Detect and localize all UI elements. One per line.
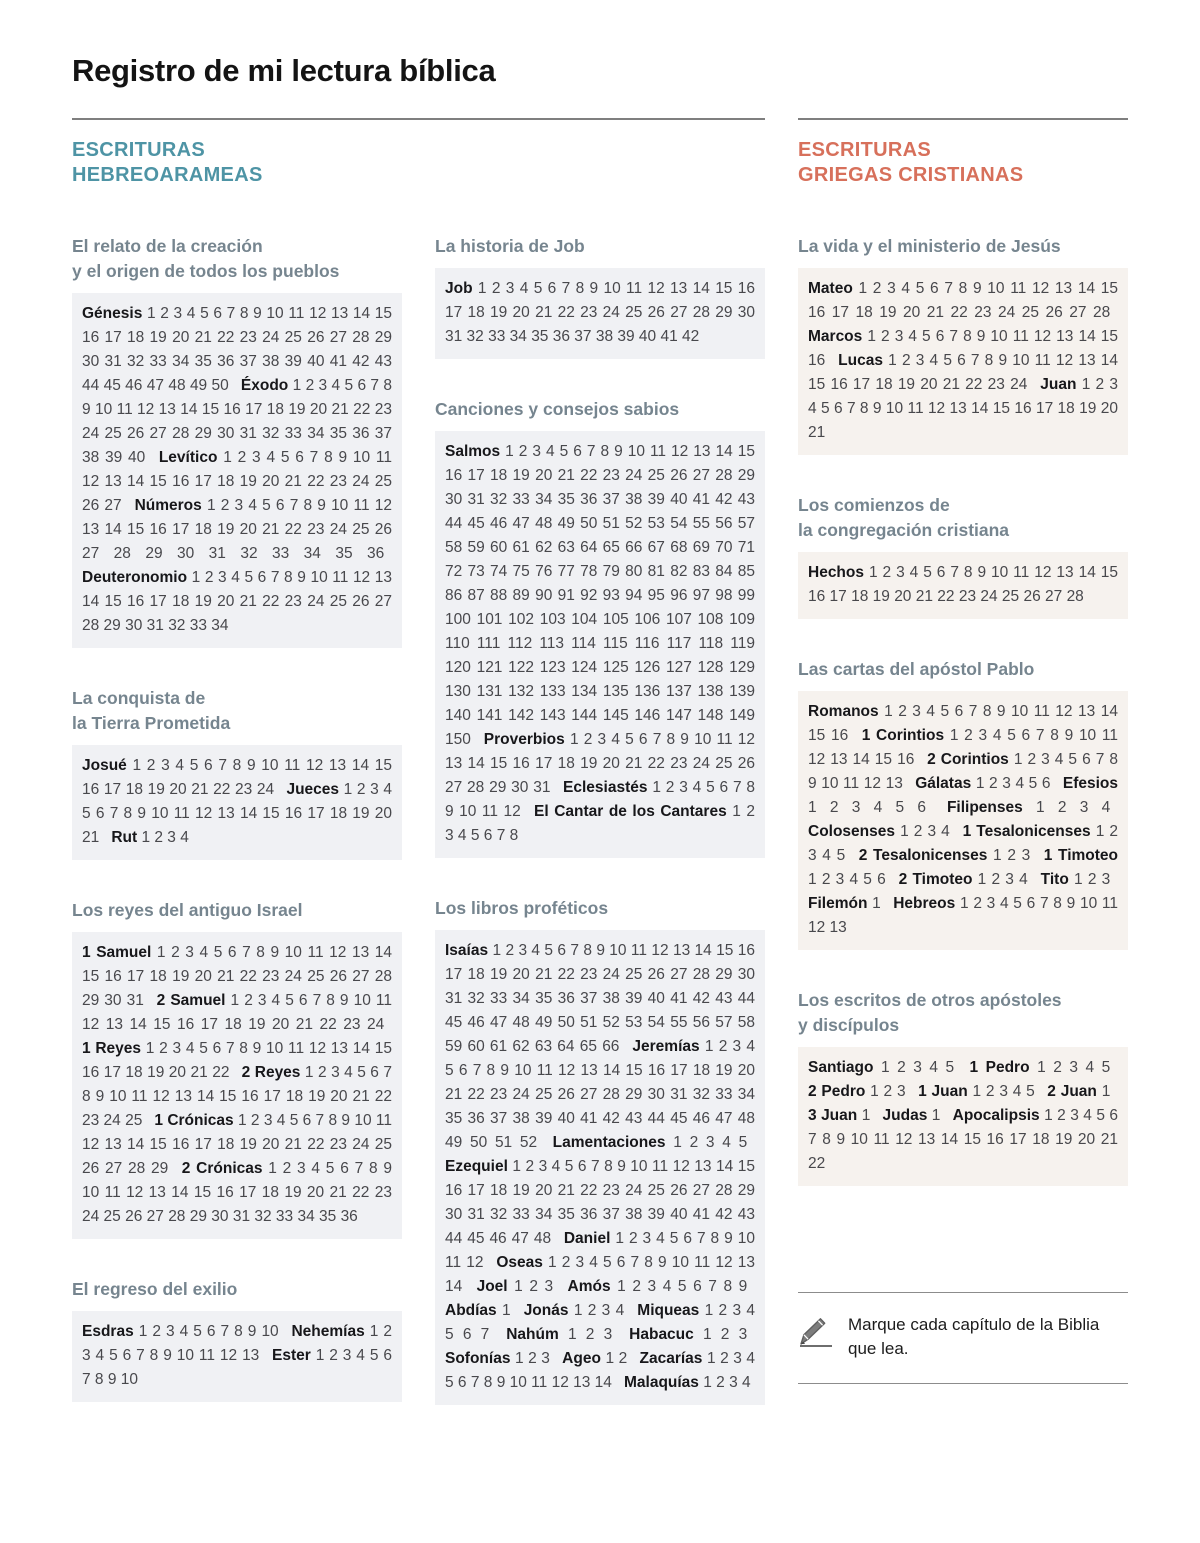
- reading-section: [435, 234, 765, 359]
- chapter-numbers: 1 2 3 4 5 6 7 8 9 10 11 12 13 14 15 16 17 18 19 20 21 22 23 24 25 26 27 28 29 30 31 32 33 34 35 36 37 38 39 40 41 42 43 44 45 46 47 48 49 50 51 52 53 54 55 56 57 58 59 60 61 62 63 64 65 66: [445, 942, 756, 1055]
- book-name: 1 Timoteo: [1043, 847, 1119, 864]
- section-title: La vida y el ministerio de Jesús: [798, 236, 1061, 256]
- chapter-numbers: 1 2 3 4 5 6 7 8 9 10 11 12 13 14: [445, 1350, 755, 1391]
- chapter-numbers: 1 2 3 4 5 6 7 8 9 10 11 12 13 14 15 16 17 18 19 20 21: [808, 376, 1118, 441]
- chapter-numbers: 1 2 3 4 5 6 7 8 9 10 11 12 13 14 15 16 17 18 19 20 21 22 23 24 25 26 27 28 29 30 31 32 33 34 35 36 37 38 39 40: [82, 377, 393, 466]
- reading-section: [798, 657, 1128, 950]
- chapter-numbers: 1 2 3 4 5 6 7 8 9 10 11 12 13 14 15 16 17 18 19 20 21: [82, 781, 392, 846]
- chapter-numbers: 1 2 3 4 5 6 7 8 9 10 11 12 13 14 15 16 17 18 19 20 21 22 23 24 25 26 27 28: [808, 564, 1119, 605]
- book-name: Apocalipsis: [952, 1107, 1040, 1124]
- book-name: Judas: [882, 1107, 928, 1124]
- chapter-numbers: 1 2 3 4 5 6 7 8 9 10 11 12 13: [82, 1323, 392, 1364]
- chapter-numbers: 1 2 3 4 5 6 7 8 9 10 11 12 13 14 15 16 17 18 19 20 21 22 23 24 25 26 27 28 29 30 31 32 33 34 35 36 37 38 39 40 41 42 43 44 45 46 47 48 49 50: [82, 305, 392, 394]
- reading-section: [72, 234, 402, 648]
- book-name: Josué: [82, 757, 127, 774]
- book-name: Eclesiastés: [563, 779, 648, 796]
- chapter-numbers: 1 2 3: [567, 1326, 613, 1343]
- heading-line: GRIEGAS CRISTIANAS: [798, 164, 1024, 186]
- heading-line: ESCRITURAS: [798, 139, 932, 161]
- book-name: Rut: [111, 829, 138, 846]
- chapter-numbers: 1 2 3 4 5 6 7 8 9 10 11 12 13 14 15 16: [808, 328, 1118, 369]
- chapter-numbers: 1 2 3 4 5 6 7 8 9 10 11 12 13 14 15 16 17 18 19 20 21 22 23 24 25 26 27 28 29: [82, 1112, 392, 1177]
- chapter-numbers: 1 2 3 4: [977, 871, 1028, 888]
- chapter-numbers: 1: [872, 895, 881, 912]
- book-name: Marcos: [808, 328, 863, 345]
- book-name: Colosenses: [808, 823, 896, 840]
- chapter-numbers: 1 2 3 4 5 6 7 8 9 10 11 12 13 14 15 16 17 18 19 20 21 22 23 24 25: [82, 1064, 393, 1129]
- chapter-numbers: 1 2 3 4: [1036, 799, 1111, 816]
- note: [798, 1292, 1128, 1384]
- reading-section: [72, 898, 402, 1239]
- book-name: 1 Corintios: [861, 727, 945, 744]
- book-name: Salmos: [445, 443, 501, 460]
- chapter-block: [798, 691, 1128, 950]
- note-text: Marque cada capítulo de la Biblia que lea.: [848, 1315, 1100, 1358]
- pencil-icon: [798, 1315, 836, 1354]
- chapter-numbers: 1 2 3 4 5 6 7 8 9 10: [82, 1347, 392, 1388]
- divider: [798, 1383, 1128, 1384]
- book-name: Esdras: [82, 1323, 134, 1340]
- book-name: Hechos: [808, 564, 864, 581]
- chapter-numbers: 1 2 3 4 5 6 7 8 9 10 11 12 13 14 15 16: [808, 703, 1118, 744]
- book-name: 2 Timoteo: [898, 871, 973, 888]
- chapter-numbers: 1 2 3 4 5 6 7 8 9 10 11 12 13 14: [445, 1254, 756, 1295]
- book-name: 1 Crónicas: [154, 1112, 234, 1129]
- book-name: Ezequiel: [445, 1158, 508, 1175]
- chapter-numbers: 1 2 3 4 5 6 7 8 9 10 11 12 13 14 15 16 17 18 19 20 21 22 23 24 25 26 27 28: [808, 280, 1119, 321]
- chapter-numbers: 1 2 3 4 5 6 7 8 9 10 11 12 13 14 15 16 17 18 19 20 21 22 23 24 25 26 27 28 29 30 31 32 33 34 35 36: [82, 497, 392, 562]
- book-name: Tito: [1040, 871, 1069, 888]
- chapter-block: [72, 1311, 402, 1402]
- chapter-numbers: 1 2 3 4 5 6: [808, 871, 886, 888]
- reading-section: [798, 493, 1128, 619]
- book-name: Daniel: [563, 1230, 611, 1247]
- divider: [798, 118, 1128, 120]
- chapter-numbers: 1 2 3 4 5 6 7 8 9 10 11 12 13 14 15 16 17 18 19 20 21 22 23 24 25 26 27 28 29 30 31 32 33 34 35 36 37 38 39 40 41 42 43 44 45 46 47 48: [445, 1158, 755, 1247]
- heading-escrituras-griegas-cristianas: [798, 138, 1128, 188]
- book-name: Gálatas: [915, 775, 972, 792]
- chapter-numbers: 1: [1101, 1083, 1111, 1100]
- chapter-numbers: 1 2 3: [514, 1350, 550, 1367]
- book-name: Deuteronomio: [82, 569, 188, 586]
- book-name: El Cantar de los Cantares: [534, 803, 727, 820]
- reading-section: [72, 1277, 402, 1402]
- book-name: 1 Juan: [918, 1083, 968, 1100]
- book-name: Job: [445, 280, 473, 297]
- book-name: Números: [134, 497, 202, 514]
- chapter-block: [798, 1047, 1128, 1186]
- chapter-numbers: 1 2 3 4 5 6 7 8 9 10 11 12 13 14 15 16: [808, 727, 1118, 768]
- header-divider-row: [72, 118, 1128, 120]
- chapter-numbers: 1 2 3 4 5 6 7 8 9 10 11 12 13 14 15 16 17 18 19 20 21 22 23 24 25 26 27 28 29 30 31: [445, 731, 755, 796]
- book-name: Isaías: [445, 942, 489, 959]
- book-name: 2 Tesalonicenses: [858, 847, 988, 864]
- heading-line: ESCRITURAS: [72, 139, 206, 161]
- chapter-numbers: 1 2 3 4 5 6 7 8: [445, 803, 755, 844]
- section-title: El regreso del exilio: [72, 1279, 238, 1299]
- book-name: Juan: [1040, 376, 1077, 393]
- chapter-numbers: 1 2 3: [702, 1326, 748, 1343]
- chapter-numbers: 1 2 3 4 5 6 7 8 9 10 11 12 13 14 15 16 17 18 19 20 21 22 23 24 25 26 27 28 29 30 31 32 33 34 35 36 37 38 39 40 41 42 43 44 45 46 47 48 49 50 51 52 53 54 55 56 57 58 59 60 61 62 63 64 65 66 67 68 69 70 71 72 73 74 75 76 77 78 79 80 81 82 83 84 85 86 87 88 89 90 91 92 93 94 95 96 97 98 99 100 101 102 103 104 105 106 107 108 109 110 111 112 113 114 115 116 117 118 119 120 121 122 123 124 125 126 127 128 129 130 131 132 133 134 135 136 137 138 139 140 141 142 143 144 145 146 147 148 149 150: [445, 443, 755, 748]
- book-name: Oseas: [496, 1254, 543, 1271]
- book-name: Hebreos: [893, 895, 956, 912]
- book-name: Amós: [567, 1278, 611, 1295]
- book-name: 2 Reyes: [241, 1064, 301, 1081]
- chapter-numbers: 1 2 3 4 5 6: [808, 799, 926, 816]
- section-title: Los reyes del antiguo Israel: [72, 900, 303, 920]
- chapter-numbers: 1 2 3 4: [703, 1374, 751, 1391]
- book-name: 2 Corintios: [927, 751, 1009, 768]
- bible-reading-record-page: [72, 52, 1128, 1443]
- column-hebrew-left: [72, 234, 402, 1443]
- chapter-numbers: 1 2 3 4 5 6 7 8 9 10 11 12 13 14 15 16 17 18 19 20 21 22 23 24: [82, 757, 392, 798]
- chapter-numbers: 1 2 3 4 5 6 7 8 9 10 11 12: [445, 779, 756, 820]
- chapter-block: [72, 293, 402, 648]
- chapter-numbers: 1 2: [605, 1350, 628, 1367]
- heading-line: HEBREOARAMEAS: [72, 164, 263, 186]
- book-name: Proverbios: [483, 731, 565, 748]
- chapter-numbers: 1 2 3 4 5 6 7 8 9 10 11 12 13 14 15 16 17 18 19 20 21 22 23 24 25 26 27 28 29 30 31 32 33 34 35 36: [82, 1160, 392, 1225]
- chapter-numbers: 1 2 3 4 5 6 7 8 9 10 11 12 13 14 15 16 17 18 19 20 21 22: [82, 1040, 393, 1081]
- book-name: Levítico: [158, 449, 218, 466]
- book-name: 2 Crónicas: [181, 1160, 263, 1177]
- book-name: Lucas: [838, 352, 883, 369]
- content-columns: [72, 234, 1128, 1443]
- divider: [72, 118, 765, 120]
- chapter-numbers: 1 2 3 4 5 6 7 8 9 10: [138, 1323, 279, 1340]
- book-name: Zacarías: [639, 1350, 703, 1367]
- chapter-numbers: 1 2 3 4 5 6 7 8 9 10 11 12 13 14 15 16 17 18 19 20 21 22 23 24 25 26 27 28 29 30 31 32 33 34 35 36 37 38 39 40 41 42 43 44 45 46 47 48 49 50 51 52: [445, 1038, 755, 1151]
- chapter-numbers: 1 2 3 4 5 6 7 8 9 10 11 12 13 14 15 16 17 18 19 20 21 22 23 24: [808, 352, 1118, 393]
- section-title: Canciones y consejos sabios: [435, 399, 680, 419]
- book-name: 2 Pedro: [808, 1083, 866, 1100]
- book-name: Joel: [476, 1278, 508, 1295]
- book-name: Sofonías: [445, 1350, 511, 1367]
- chapter-numbers: 1 2 3 4 5 6 7 8 9 10 11 12 13: [808, 895, 1119, 936]
- chapter-numbers: 1: [502, 1302, 511, 1319]
- chapter-numbers: 1 2 3 4 5 6 7 8 9 10 11 12 13: [808, 751, 1118, 792]
- chapter-numbers: 1 2 3 4 5 6 7 8 9 10 11 12 13 14 15 16 17 18 19 20 21 22: [808, 1107, 1119, 1172]
- book-name: Malaquías: [623, 1374, 699, 1391]
- chapter-numbers: 1 2 3 4 5 6 7 8 9: [617, 1278, 748, 1295]
- chapter-numbers: 1 2 3 4 5 6 7 8 9 10 11 12 13 14 15 16 17 18 19 20 21 22 23 24 25 26 27 28 29 30 31 32 33 34: [82, 569, 393, 634]
- chapter-numbers: 1: [931, 1107, 941, 1124]
- book-name: Ester: [271, 1347, 311, 1364]
- book-name: Filipenses: [946, 799, 1023, 816]
- chapter-numbers: 1 2 3: [993, 847, 1031, 864]
- reading-section: [72, 686, 402, 860]
- section-title: La historia de Job: [435, 236, 585, 256]
- chapter-numbers: 1 2 3 4 5: [808, 823, 1118, 864]
- book-name: 3 Juan: [808, 1107, 858, 1124]
- reading-section: [798, 234, 1128, 455]
- book-name: Romanos: [808, 703, 879, 720]
- chapter-block: [72, 932, 402, 1239]
- chapter-numbers: 1 2 3 4: [900, 823, 950, 840]
- section-title: Los escritos de otros apóstoles y discípulos: [798, 990, 1062, 1035]
- book-name: 1 Tesalonicenses: [962, 823, 1091, 840]
- section-title: Los comienzos de la congregación cristiana: [798, 495, 1010, 540]
- chapter-numbers: 1 2 3 4 5 6 7 8 9 10 11 12 13 14 15 16 17 18 19 20 21 22 23 24 25 26 27: [82, 449, 392, 514]
- chapter-block: [798, 268, 1128, 455]
- book-name: Génesis: [82, 305, 143, 322]
- section-title: El relato de la creación y el origen de todos los pueblos: [72, 236, 340, 281]
- chapter-block: [435, 431, 765, 858]
- book-name: Santiago: [808, 1059, 874, 1076]
- chapter-numbers: 1 2 3 4 5 6 7 8 9 10 11 12: [445, 1230, 755, 1271]
- reading-section: [798, 988, 1128, 1186]
- reading-section: [435, 397, 765, 858]
- chapter-numbers: 1 2 3 4: [141, 829, 189, 846]
- reading-section: [435, 896, 765, 1405]
- chapter-numbers: 1 2 3 4 5: [880, 1059, 955, 1076]
- book-name: Jonás: [523, 1302, 569, 1319]
- chapter-block: [435, 930, 765, 1405]
- chapter-numbers: 1 2 3 4 5 6 7: [445, 1302, 756, 1343]
- column-greek: [798, 234, 1128, 1443]
- section-title: La conquista de la Tierra Prometida: [72, 688, 231, 733]
- book-name: Nehemías: [291, 1323, 365, 1340]
- book-name: Efesios: [1062, 775, 1119, 792]
- chapter-numbers: 1 2 3 4 5 6 7 8 9 10 11 12 13 14 15 16 17 18 19 20 21 22 23 24: [82, 992, 392, 1033]
- book-name: Mateo: [808, 280, 853, 297]
- chapter-numbers: 1 2 3: [870, 1083, 906, 1100]
- book-name: Habacuc: [629, 1326, 694, 1343]
- chapter-numbers: 1 2 3 4: [573, 1302, 625, 1319]
- book-name: Jueces: [286, 781, 340, 798]
- book-name: 2 Juan: [1047, 1083, 1097, 1100]
- book-name: 1 Pedro: [969, 1059, 1030, 1076]
- section-title: Los libros proféticos: [435, 898, 609, 918]
- heading-escrituras-hebreoarameas: [72, 138, 402, 188]
- section-title: Las cartas del apóstol Pablo: [798, 659, 1035, 679]
- page-title: Registro de mi lectura bíblica: [72, 53, 496, 88]
- group-headings-row: [72, 138, 1128, 188]
- book-name: 1 Reyes: [82, 1040, 142, 1057]
- chapter-numbers: 1: [861, 1107, 871, 1124]
- chapter-block: [72, 745, 402, 860]
- book-name: Ageo: [562, 1350, 601, 1367]
- chapter-numbers: 1 2 3 4 5: [1037, 1059, 1111, 1076]
- column-hebrew-right: [435, 234, 765, 1443]
- book-name: Éxodo: [240, 377, 289, 394]
- chapter-numbers: 1 2 3 4 5: [673, 1134, 748, 1151]
- chapter-numbers: 1 2 3 4 5 6 7 8 9 10 11 12 13 14 15 16 17 18 19 20 21 22 23 24 25 26 27 28 29 30 31 32 33 34 35 36 37 38 39 40 41 42: [445, 280, 756, 345]
- chapter-block: [435, 268, 765, 359]
- book-name: Lamentaciones: [552, 1134, 666, 1151]
- book-name: Nahúm: [506, 1326, 559, 1343]
- book-name: 2 Samuel: [156, 992, 226, 1009]
- chapter-numbers: 1 2 3 4 5: [972, 1083, 1035, 1100]
- chapter-block: [798, 552, 1128, 619]
- chapter-numbers: 1 2 3 4 5 6: [975, 775, 1051, 792]
- chapter-numbers: 1 2 3: [514, 1278, 554, 1295]
- book-name: Abdías: [445, 1302, 497, 1319]
- chapter-numbers: 1 2 3: [1074, 871, 1111, 888]
- book-name: Miqueas: [637, 1302, 700, 1319]
- chapter-numbers: 1 2 3 4 5 6 7 8 9 10 11 12 13 14 15 16 17 18 19 20 21 22 23 24 25 26 27 28 29 30 31: [82, 944, 393, 1009]
- book-name: Filemón: [808, 895, 868, 912]
- book-name: Jeremías: [632, 1038, 700, 1055]
- book-name: 1 Samuel: [82, 944, 152, 961]
